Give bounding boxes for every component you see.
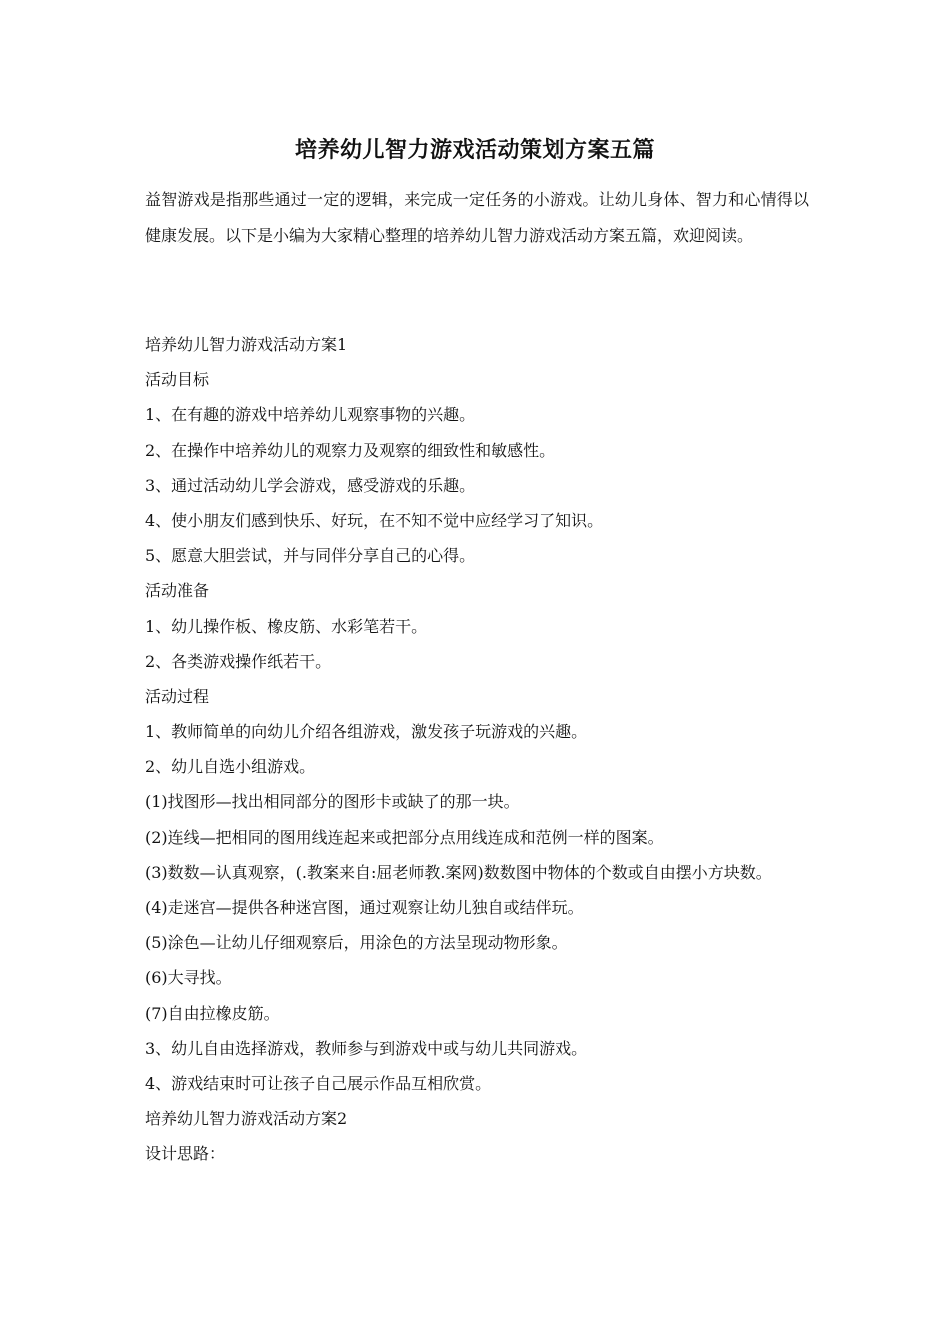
list-item: 5、愿意大胆尝试，并与同伴分享自己的心得。 <box>145 546 476 566</box>
section-heading: 培养幼儿智力游戏活动方案2 <box>145 1109 348 1129</box>
section-heading: 培养幼儿智力游戏活动方案1 <box>145 335 348 354</box>
document-body <box>145 327 809 1172</box>
list-item: 1、教师简单的向幼儿介绍各组游戏，激发孩子玩游戏的兴趣。 <box>145 722 588 742</box>
list-item: (4)走迷宫—提供各种迷宫图，通过观察让幼儿独自或结伴玩。 <box>145 898 584 918</box>
list-item: 4、游戏结束时可让孩子自己展示作品互相欣赏。 <box>145 1073 492 1093</box>
list-item: 1、幼儿操作板、橡皮筋、水彩笔若干。 <box>145 616 428 636</box>
list-item: (1)找图形—找出相同部分的图形卡或缺了的那一块。 <box>145 792 520 812</box>
subheading: 设计思路： <box>145 1144 226 1164</box>
list-item: 2、在操作中培养幼儿的观察力及观察的细致性和敏感性。 <box>145 440 556 460</box>
list-item: (5)涂色—让幼儿仔细观察后，用涂色的方法呈现动物形象。 <box>145 933 568 953</box>
list-item: 4、使小朋友们感到快乐、好玩，在不知不觉中应经学习了知识。 <box>145 510 604 530</box>
list-item: (3)数数—认真观察，(.教案来自:屈老师教.案网)数数图中物体的个数或自由摆小方块数。 <box>145 862 772 882</box>
list-item: 1、在有趣的游戏中培养幼儿观察事物的兴趣。 <box>145 405 476 425</box>
list-item: 3、通过活动幼儿学会游戏，感受游戏的乐趣。 <box>145 475 476 495</box>
document-title: 培养幼儿智力游戏活动策划方案五篇 <box>294 137 655 163</box>
list-item: 2、幼儿自选小组游戏。 <box>145 757 316 777</box>
subheading: 活动目标 <box>145 370 210 390</box>
list-item: 3、幼儿自由选择游戏，教师参与到游戏中或与幼儿共同游戏。 <box>145 1038 588 1058</box>
list-item: (7)自由拉橡皮筋。 <box>145 1003 280 1023</box>
subheading: 活动过程 <box>145 686 210 706</box>
subheading: 活动准备 <box>145 581 210 601</box>
intro-paragraph: 益智游戏是指那些通过一定的逻辑，来完成一定任务的小游戏。让幼儿身体、智力和心情得以健康发展。以下是小编为大家精心整理的培养幼儿智力游戏活动方案五篇，欢迎阅读。 <box>145 190 809 245</box>
list-item: (2)连线—把相同的图用线连起来或把部分点用线连成和范例一样的图案。 <box>145 827 664 847</box>
list-item: (6)大寻找。 <box>145 968 232 988</box>
list-item: 2、各类游戏操作纸若干。 <box>145 651 332 671</box>
